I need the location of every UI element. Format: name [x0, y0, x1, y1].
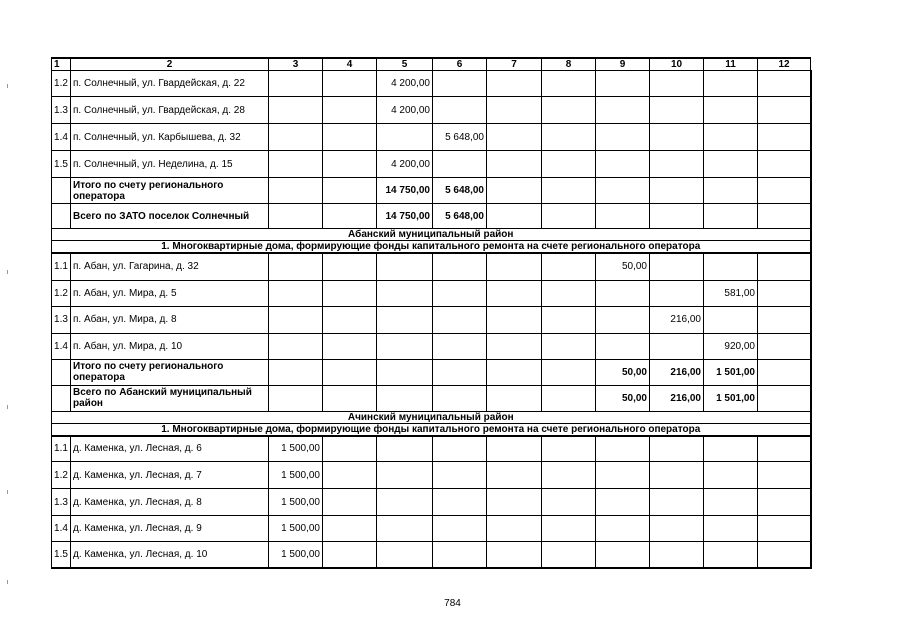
value-cell-col-11	[704, 542, 758, 568]
value-cell-col-4	[323, 97, 377, 124]
row-address: п. Солнечный, ул. Гвардейская, д. 22	[71, 71, 269, 97]
row-address: п. Абан, ул. Гагарина, д. 32	[71, 253, 269, 280]
value-cell-col-8	[542, 124, 596, 151]
column-header-7: 7	[487, 58, 542, 71]
row-address: п. Солнечный, ул. Неделина, д. 15	[71, 151, 269, 178]
value-cell-col-6	[433, 516, 487, 542]
value-cell-col-5	[377, 253, 433, 280]
value-cell-col-11	[704, 489, 758, 516]
value-cell-col-8	[542, 253, 596, 280]
value-cell-col-5: 4 200,00	[377, 97, 433, 124]
value-cell-col-11	[704, 178, 758, 204]
value-cell-col-4	[323, 151, 377, 178]
value-cell-col-10: 216,00	[650, 306, 704, 333]
value-cell-col-11: 1 501,00	[704, 385, 758, 411]
column-header-9: 9	[596, 58, 650, 71]
column-header-2: 2	[71, 58, 269, 71]
value-cell-col-8	[542, 542, 596, 568]
section-title-row	[52, 229, 811, 241]
value-cell-col-12	[758, 253, 811, 280]
value-cell-col-8	[542, 489, 596, 516]
value-cell-col-3	[269, 333, 323, 359]
scan-mark	[7, 270, 8, 274]
value-cell-col-5	[377, 280, 433, 306]
table-row	[52, 462, 811, 489]
row-index	[52, 359, 71, 385]
value-cell-col-9	[596, 178, 650, 204]
value-cell-col-6	[433, 333, 487, 359]
table-row	[52, 436, 811, 462]
row-address: д. Каменка, ул. Лесная, д. 9	[71, 516, 269, 542]
value-cell-col-3	[269, 97, 323, 124]
value-cell-col-9	[596, 542, 650, 568]
value-cell-col-8	[542, 462, 596, 489]
value-cell-col-12	[758, 385, 811, 411]
value-cell-col-7	[487, 124, 542, 151]
value-cell-col-6	[433, 436, 487, 462]
value-cell-col-3	[269, 204, 323, 229]
value-cell-col-11: 1 501,00	[704, 359, 758, 385]
value-cell-col-12	[758, 516, 811, 542]
value-cell-col-6	[433, 97, 487, 124]
value-cell-col-5	[377, 124, 433, 151]
value-cell-col-12	[758, 280, 811, 306]
table-row	[52, 333, 811, 359]
value-cell-col-4	[323, 124, 377, 151]
value-cell-col-11: 920,00	[704, 333, 758, 359]
row-address: п. Солнечный, ул. Карбышева, д. 32	[71, 124, 269, 151]
total-row	[52, 178, 811, 204]
value-cell-col-10	[650, 436, 704, 462]
value-cell-col-3	[269, 359, 323, 385]
value-cell-col-12	[758, 436, 811, 462]
column-header-10: 10	[650, 58, 704, 71]
table-row	[52, 71, 811, 97]
value-cell-col-6	[433, 542, 487, 568]
scan-mark	[7, 580, 8, 584]
value-cell-col-4	[323, 306, 377, 333]
scan-mark	[7, 84, 8, 88]
value-cell-col-3	[269, 71, 323, 97]
value-cell-col-7	[487, 385, 542, 411]
table-row	[52, 516, 811, 542]
value-cell-col-7	[487, 280, 542, 306]
row-address: Итого по счету регионального оператора	[71, 178, 269, 204]
row-index: 1.4	[52, 516, 71, 542]
value-cell-col-6	[433, 489, 487, 516]
value-cell-col-5	[377, 489, 433, 516]
value-cell-col-5: 4 200,00	[377, 151, 433, 178]
row-address: Всего по Абанский муниципальный район	[71, 385, 269, 411]
value-cell-col-8	[542, 97, 596, 124]
value-cell-col-3: 1 500,00	[269, 542, 323, 568]
value-cell-col-4	[323, 71, 377, 97]
value-cell-col-3: 1 500,00	[269, 436, 323, 462]
value-cell-col-6	[433, 151, 487, 178]
subsection-title-row	[52, 423, 811, 436]
value-cell-col-12	[758, 178, 811, 204]
value-cell-col-4	[323, 462, 377, 489]
value-cell-col-10	[650, 151, 704, 178]
value-cell-col-4	[323, 542, 377, 568]
value-cell-col-11	[704, 253, 758, 280]
value-cell-col-9	[596, 306, 650, 333]
table-row	[52, 151, 811, 178]
value-cell-col-10	[650, 204, 704, 229]
value-cell-col-11	[704, 151, 758, 178]
value-cell-col-12	[758, 97, 811, 124]
column-header-3: 3	[269, 58, 323, 71]
value-cell-col-8	[542, 359, 596, 385]
value-cell-col-11	[704, 516, 758, 542]
value-cell-col-7	[487, 542, 542, 568]
budget-table	[51, 57, 812, 569]
value-cell-col-4	[323, 436, 377, 462]
value-cell-col-9	[596, 204, 650, 229]
value-cell-col-7	[487, 97, 542, 124]
row-index	[52, 178, 71, 204]
value-cell-col-5	[377, 359, 433, 385]
value-cell-col-6	[433, 306, 487, 333]
value-cell-col-3: 1 500,00	[269, 489, 323, 516]
value-cell-col-9	[596, 462, 650, 489]
value-cell-col-12	[758, 489, 811, 516]
value-cell-col-3	[269, 124, 323, 151]
value-cell-col-5	[377, 385, 433, 411]
value-cell-col-6	[433, 385, 487, 411]
value-cell-col-11	[704, 436, 758, 462]
value-cell-col-7	[487, 253, 542, 280]
value-cell-col-6: 5 648,00	[433, 204, 487, 229]
value-cell-col-12	[758, 306, 811, 333]
value-cell-col-3	[269, 178, 323, 204]
value-cell-col-3	[269, 280, 323, 306]
value-cell-col-11	[704, 97, 758, 124]
value-cell-col-10	[650, 71, 704, 97]
table-row	[52, 280, 811, 306]
value-cell-col-4	[323, 178, 377, 204]
value-cell-col-9	[596, 151, 650, 178]
value-cell-col-4	[323, 280, 377, 306]
value-cell-col-4	[323, 489, 377, 516]
value-cell-col-7	[487, 516, 542, 542]
value-cell-col-10	[650, 542, 704, 568]
value-cell-col-5	[377, 462, 433, 489]
value-cell-col-7	[487, 489, 542, 516]
value-cell-col-3: 1 500,00	[269, 462, 323, 489]
value-cell-col-9	[596, 333, 650, 359]
value-cell-col-12	[758, 204, 811, 229]
value-cell-col-5	[377, 306, 433, 333]
total-row	[52, 385, 811, 411]
value-cell-col-9	[596, 124, 650, 151]
value-cell-col-9: 50,00	[596, 253, 650, 280]
value-cell-col-11	[704, 204, 758, 229]
value-cell-col-8	[542, 306, 596, 333]
value-cell-col-8	[542, 280, 596, 306]
value-cell-col-4	[323, 204, 377, 229]
subsection-title-row	[52, 241, 811, 254]
value-cell-col-10	[650, 516, 704, 542]
row-address: Всего по ЗАТО поселок Солнечный	[71, 204, 269, 229]
row-index: 1.3	[52, 306, 71, 333]
column-header-row	[52, 58, 811, 71]
section-title-row	[52, 411, 811, 423]
value-cell-col-10	[650, 97, 704, 124]
value-cell-col-12	[758, 333, 811, 359]
value-cell-col-9	[596, 71, 650, 97]
column-header-4: 4	[323, 58, 377, 71]
table-row	[52, 97, 811, 124]
row-index: 1.5	[52, 151, 71, 178]
row-address: п. Солнечный, ул. Гвардейская, д. 28	[71, 97, 269, 124]
value-cell-col-8	[542, 151, 596, 178]
table-row	[52, 542, 811, 568]
value-cell-col-6: 5 648,00	[433, 124, 487, 151]
value-cell-col-10	[650, 178, 704, 204]
row-index: 1.2	[52, 280, 71, 306]
row-index	[52, 385, 71, 411]
value-cell-col-10: 216,00	[650, 385, 704, 411]
value-cell-col-7	[487, 436, 542, 462]
row-address: д. Каменка, ул. Лесная, д. 10	[71, 542, 269, 568]
row-address: д. Каменка, ул. Лесная, д. 8	[71, 489, 269, 516]
value-cell-col-7	[487, 71, 542, 97]
value-cell-col-4	[323, 385, 377, 411]
value-cell-col-7	[487, 462, 542, 489]
column-header-12: 12	[758, 58, 811, 71]
row-index: 1.5	[52, 542, 71, 568]
value-cell-col-12	[758, 542, 811, 568]
value-cell-col-12	[758, 124, 811, 151]
row-index: 1.1	[52, 253, 71, 280]
value-cell-col-3	[269, 306, 323, 333]
value-cell-col-5	[377, 333, 433, 359]
row-address: д. Каменка, ул. Лесная, д. 7	[71, 462, 269, 489]
value-cell-col-3: 1 500,00	[269, 516, 323, 542]
row-address: Итого по счету регионального оператора	[71, 359, 269, 385]
value-cell-col-9: 50,00	[596, 359, 650, 385]
subsection-title: 1. Многоквартирные дома, формирующие фонды капитального ремонта на счете регионального оператора	[52, 423, 811, 436]
value-cell-col-8	[542, 178, 596, 204]
row-address: д. Каменка, ул. Лесная, д. 6	[71, 436, 269, 462]
row-index: 1.3	[52, 489, 71, 516]
value-cell-col-8	[542, 436, 596, 462]
value-cell-col-3	[269, 151, 323, 178]
value-cell-col-8	[542, 71, 596, 97]
row-index	[52, 204, 71, 229]
value-cell-col-9	[596, 97, 650, 124]
table-row	[52, 306, 811, 333]
value-cell-col-4	[323, 516, 377, 542]
value-cell-col-8	[542, 204, 596, 229]
value-cell-col-7	[487, 306, 542, 333]
column-header-1: 1	[52, 58, 71, 71]
scan-mark	[7, 405, 8, 409]
value-cell-col-7	[487, 359, 542, 385]
value-cell-col-11	[704, 124, 758, 151]
value-cell-col-4	[323, 253, 377, 280]
value-cell-col-7	[487, 204, 542, 229]
total-row	[52, 204, 811, 229]
subsection-title: 1. Многоквартирные дома, формирующие фонды капитального ремонта на счете регионального оператора	[52, 241, 811, 254]
value-cell-col-11	[704, 462, 758, 489]
table-row	[52, 124, 811, 151]
value-cell-col-9	[596, 280, 650, 306]
value-cell-col-8	[542, 333, 596, 359]
value-cell-col-7	[487, 151, 542, 178]
value-cell-col-6	[433, 359, 487, 385]
value-cell-col-11: 581,00	[704, 280, 758, 306]
value-cell-col-5: 14 750,00	[377, 204, 433, 229]
row-index: 1.3	[52, 97, 71, 124]
value-cell-col-4	[323, 333, 377, 359]
value-cell-col-6: 5 648,00	[433, 178, 487, 204]
value-cell-col-9	[596, 516, 650, 542]
value-cell-col-5: 4 200,00	[377, 71, 433, 97]
row-index: 1.1	[52, 436, 71, 462]
value-cell-col-6	[433, 462, 487, 489]
total-row	[52, 359, 811, 385]
value-cell-col-10	[650, 124, 704, 151]
value-cell-col-12	[758, 462, 811, 489]
column-header-8: 8	[542, 58, 596, 71]
section-title: Ачинский муниципальный район	[52, 411, 811, 423]
row-address: п. Абан, ул. Мира, д. 5	[71, 280, 269, 306]
value-cell-col-4	[323, 359, 377, 385]
row-index: 1.2	[52, 462, 71, 489]
value-cell-col-9	[596, 436, 650, 462]
value-cell-col-10	[650, 462, 704, 489]
column-header-5: 5	[377, 58, 433, 71]
value-cell-col-3	[269, 385, 323, 411]
value-cell-col-7	[487, 333, 542, 359]
value-cell-col-5	[377, 436, 433, 462]
value-cell-col-8	[542, 385, 596, 411]
value-cell-col-6	[433, 71, 487, 97]
value-cell-col-5	[377, 516, 433, 542]
page-number: 784	[444, 598, 461, 609]
value-cell-col-3	[269, 253, 323, 280]
row-address: п. Абан, ул. Мира, д. 10	[71, 333, 269, 359]
value-cell-col-10	[650, 333, 704, 359]
row-index: 1.4	[52, 333, 71, 359]
value-cell-col-5: 14 750,00	[377, 178, 433, 204]
value-cell-col-10	[650, 253, 704, 280]
column-header-6: 6	[433, 58, 487, 71]
value-cell-col-9	[596, 489, 650, 516]
scan-mark	[7, 490, 8, 494]
value-cell-col-7	[487, 178, 542, 204]
row-index: 1.2	[52, 71, 71, 97]
value-cell-col-10: 216,00	[650, 359, 704, 385]
row-address: п. Абан, ул. Мира, д. 8	[71, 306, 269, 333]
value-cell-col-10	[650, 280, 704, 306]
value-cell-col-6	[433, 253, 487, 280]
value-cell-col-5	[377, 542, 433, 568]
value-cell-col-11	[704, 71, 758, 97]
row-index: 1.4	[52, 124, 71, 151]
value-cell-col-12	[758, 359, 811, 385]
value-cell-col-12	[758, 151, 811, 178]
table-row	[52, 489, 811, 516]
column-header-11: 11	[704, 58, 758, 71]
value-cell-col-6	[433, 280, 487, 306]
value-cell-col-12	[758, 71, 811, 97]
value-cell-col-11	[704, 306, 758, 333]
section-title: Абанский муниципальный район	[52, 229, 811, 241]
value-cell-col-10	[650, 489, 704, 516]
value-cell-col-9: 50,00	[596, 385, 650, 411]
table-row	[52, 253, 811, 280]
value-cell-col-8	[542, 516, 596, 542]
